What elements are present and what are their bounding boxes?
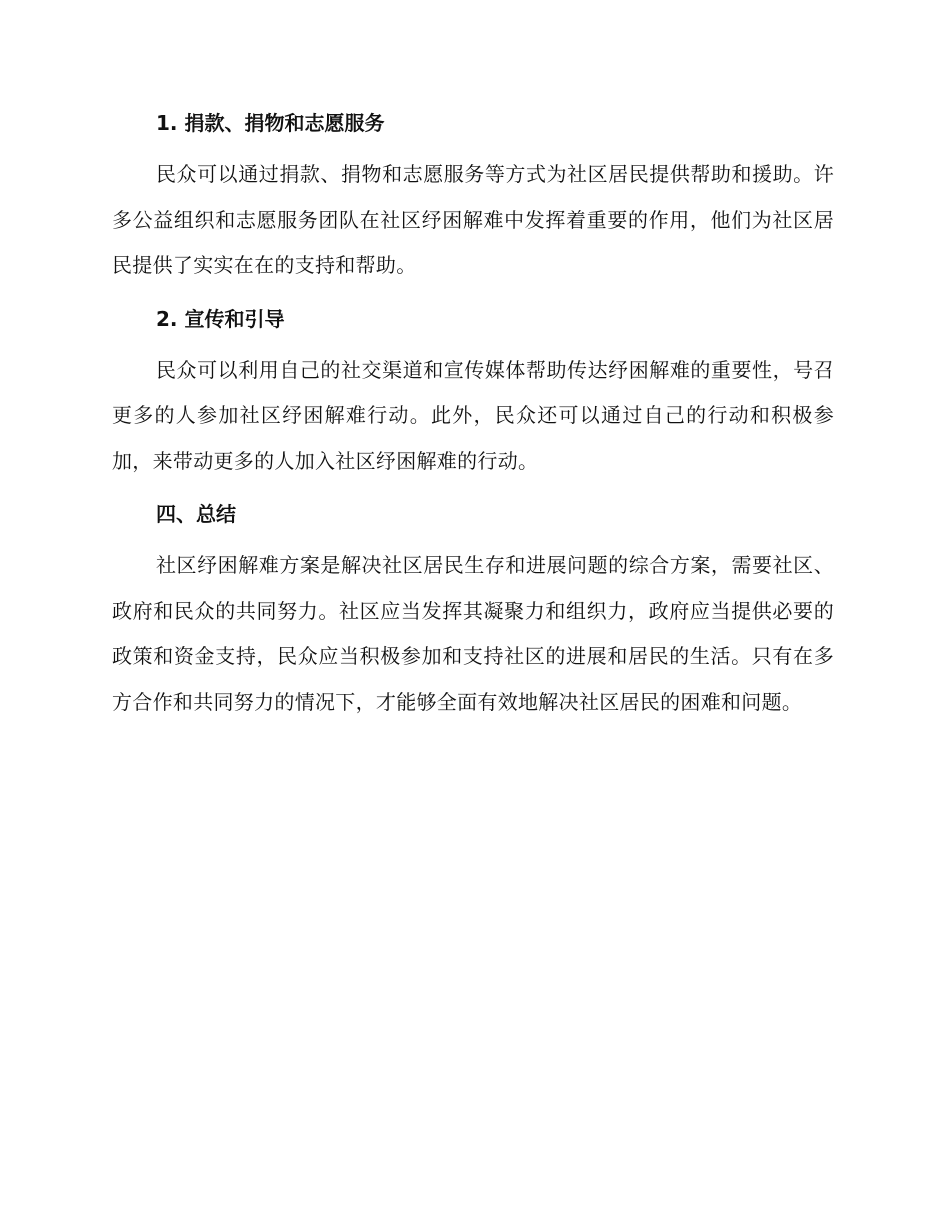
section-heading-donation: 1. 捐款、捐物和志愿服务 xyxy=(156,111,385,135)
section-paragraph-donation: 民众可以通过捐款、捐物和志愿服务等方式为社区居民提供帮助和援助。许多公益组织和志愿服务团队在社区纾困解难中发挥着重要的作用，他们为社区居民提供了实实在在的支持和帮助。 xyxy=(112,162,834,277)
document-body xyxy=(112,108,834,740)
section-heading-summary: 四、总结 xyxy=(156,502,236,526)
section-heading-publicity: 2. 宣传和引导 xyxy=(156,306,285,331)
section-paragraph-summary: 社区纾困解难方案是解决社区居民生存和进展问题的综合方案，需要社区、政府和民众的共同努力。社区应当发挥其凝聚力和组织力，政府应当提供必要的政策和资金支持，民众应当积极参加和支持社区的进展和居民的生活。只有在多方合作和共同努力的情况下，才能够全面有效地解决社区居民的困难和问题。 xyxy=(112,553,834,714)
section-paragraph-publicity: 民众可以利用自己的社交渠道和宣传媒体帮助传达纾困解难的重要性，号召更多的人参加社区纾困解难行动。此外，民众还可以通过自己的行动和积极参加，来带动更多的人加入社区纾困解难的行动。 xyxy=(112,357,834,473)
